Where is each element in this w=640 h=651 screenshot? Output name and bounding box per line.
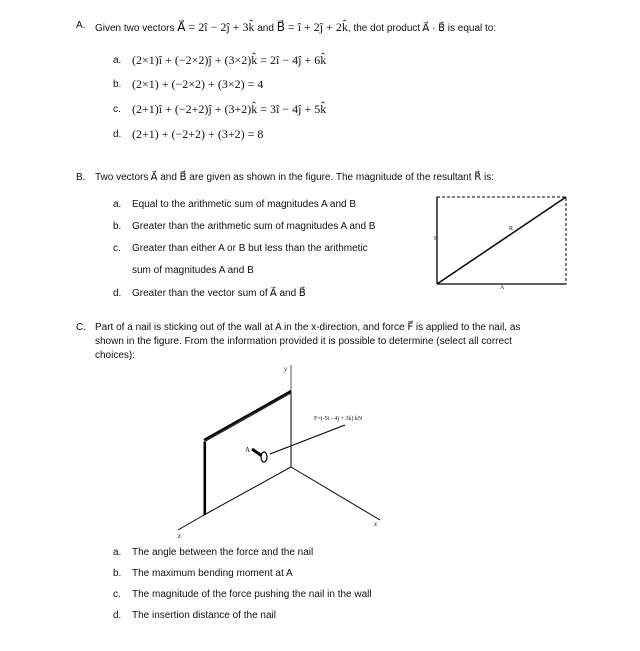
vector-b-label: B: [434, 236, 439, 242]
vector-a-label: A: [500, 285, 505, 291]
option-c-continued: sum of magnitudes A and B: [132, 265, 254, 276]
option-a[interactable]: The angle between the force and the nail: [132, 547, 314, 558]
option-b[interactable]: (2×1) + (−2×2) + (3×2) = 4: [132, 77, 264, 91]
nail-figure: [178, 365, 380, 530]
option-b[interactable]: Greater than the arithmetic sum of magnitudes A and B: [132, 221, 376, 232]
option-c[interactable]: (2+1)î + (−2+2)ĵ + (3+2)k̂ = 3î − 4ĵ + 5k̂: [132, 102, 327, 116]
option-d[interactable]: Greater than the vector sum of A⃗ and B⃗: [132, 288, 306, 299]
option-d[interactable]: (2+1) + (−2+2) + (3+2) = 8: [132, 127, 264, 141]
option-d[interactable]: The insertion distance of the nail: [132, 610, 276, 621]
option-letter: d.: [113, 610, 122, 621]
option-letter: d.: [113, 129, 122, 140]
question-b-number: B.: [76, 172, 86, 183]
vector-a: A⃗ = 2î − 2ĵ + 3k̂: [177, 20, 255, 34]
point-a-label: A: [245, 446, 251, 454]
y-axis-label: y: [284, 365, 288, 373]
x-axis-label: x: [374, 520, 378, 528]
option-letter: b.: [113, 79, 122, 90]
option-letter: a.: [113, 55, 122, 66]
question-a-tail: , the dot product A⃗ · B⃗ is equal to:: [347, 23, 497, 34]
option-c[interactable]: Greater than either A or B but less than the arithmetic: [132, 243, 368, 254]
z-axis-label: z: [178, 532, 181, 540]
option-letter: a.: [113, 199, 122, 210]
option-letter: b.: [113, 568, 122, 579]
option-a[interactable]: (2×1)î + (−2×2)ĵ + (3×2)k̂ = 2î − 4ĵ + 6k̂: [132, 53, 327, 67]
question-b-text: Two vectors A⃗ and B⃗ are given as shown in the figure. The magnitude of the resultant R⃗ is:: [95, 172, 495, 183]
vector-b: B⃗ = î + 2ĵ + 2k̂: [276, 20, 348, 34]
option-b[interactable]: The maximum bending moment at A: [132, 568, 293, 579]
question-c-line2: shown in the figure. From the information provided it is possible to determine (select all correct: [95, 336, 512, 347]
resultant-r-label: R: [509, 226, 514, 232]
option-letter: c.: [113, 104, 121, 115]
vector-figure: [437, 197, 566, 284]
option-letter: c.: [113, 589, 121, 600]
option-a[interactable]: Equal to the arithmetic sum of magnitudes A and B: [132, 199, 357, 210]
option-c[interactable]: The magnitude of the force pushing the nail in the wall: [132, 589, 372, 600]
question-a-intro: Given two vectors: [95, 23, 175, 34]
option-letter: d.: [113, 288, 122, 299]
option-letter: a.: [113, 547, 122, 558]
force-label: F=(-5i - 4j + 3k) kN: [314, 416, 363, 422]
question-c-line3: choices):: [95, 350, 136, 361]
question-c-number: C.: [76, 322, 86, 333]
option-letter: c.: [113, 243, 121, 254]
question-c-line1: Part of a nail is sticking out of the wall at A in the x-direction, and force F⃗ is applied to the nail, as: [95, 322, 521, 333]
question-a-number: A.: [76, 20, 86, 31]
and-word: and: [257, 23, 274, 34]
option-letter: b.: [113, 221, 122, 232]
